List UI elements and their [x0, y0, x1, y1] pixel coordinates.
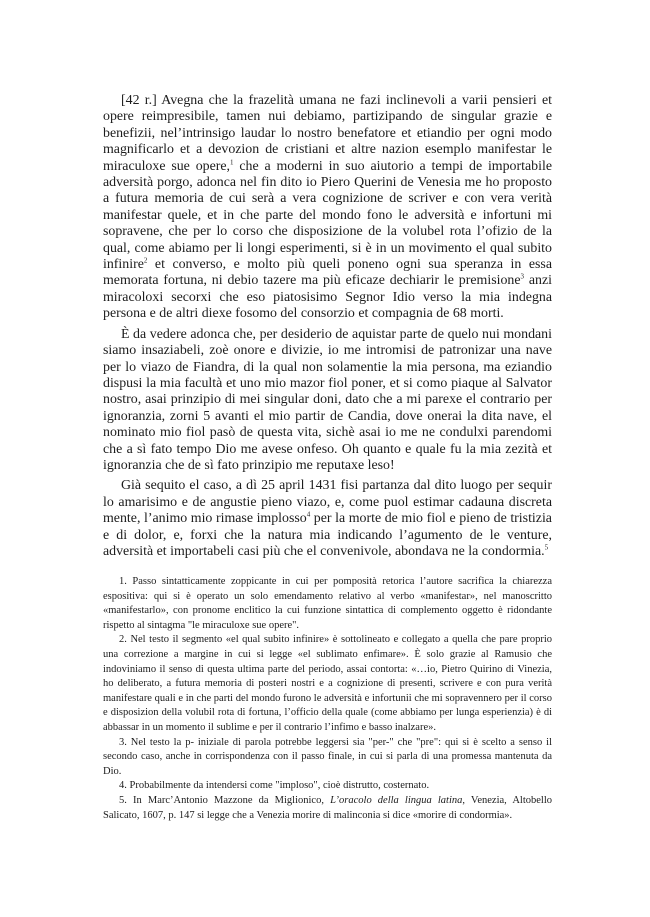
footnote [103, 575, 552, 633]
text-run: 5. In Marc’Antonio Mazzone da Miglionico, [119, 794, 331, 806]
text-run: 4. Probabilmente da intendersi come "imploso", cioè distrutto, costernato. [119, 780, 430, 792]
paragraph [103, 478, 552, 560]
footnote-marker: 2 [143, 256, 148, 265]
footnote-marker: 3 [520, 272, 525, 281]
footnote-marker: 4 [306, 510, 311, 519]
footnote-marker: 5 [544, 543, 549, 552]
text-run: [42 r.] Avegna che la frazelità umana ne fazi inclinevoli a varii pensieri et opere reimpresibile, tamen nui debiamo, partizipando de singular grazie e benefizii, nel’intrinsigo laudar lo nostro benefatore et etiandio per ogni modo magnificarlo et a devozion de cristiani et altre nazion esemplo manifestar le miraculoxe sue opere, [103, 93, 552, 174]
text-run: anzi miracoloxi secorxi che eso piatosisimo Segnor Idio verso la mia indegna persona e de altri diexe fosomo del consorzio et compagnia de 68 morti. [103, 273, 552, 322]
footnotes [103, 575, 552, 823]
footnote [103, 633, 552, 735]
text-run: 1. Passo sintatticamente zoppicante in cui per pomposità retorica l’autore sacrifica la chiarezza espositiva: qui si è operato un solo emendamento relativo al verbo «manifestar», nel manoscritto «manifestarlo», con pronome enclitico la cui funzione sintattica di complemento oggetto è ridondante rispetto al sintagma "le miraculoxe sue opere". [103, 576, 552, 631]
main-text [103, 93, 552, 560]
text-run: , Venezia, Altobello Salicato, 1607, p. 147 si legge che a Venezia morire di malinconia si dice «morire di condormia». [103, 794, 552, 821]
text-run: Già sequito el caso, a dì 25 april 1431 fisi partanza dal dito luogo per sequir lo amarisimo e de angustie pieno viazo, e, come puol estimar cadauna discreta mente, l’animo mio rimase implosso [103, 478, 552, 527]
paragraph [103, 93, 552, 323]
paragraph [103, 327, 552, 475]
footnote [103, 779, 552, 794]
footnote-marker: 1 [230, 158, 234, 166]
text-run: che a moderni in suo aiutorio a tempi de importabile adversità porgo, adonca nel fin dito io Piero Querini de Venesia me ho proposto a futura memoria de cui serà a vera cognizione de scriver e con vera verità manifestar quele, et in che parte del mondo fono le adversità e infortuni mi sopravene, che per lo corso che disposizione de la volubel rota l’ofizio de la qual, come abiamo per li longi esperimenti, si è in un movimento el qual subito infinire [103, 158, 552, 273]
text-run: È da vedere adonca che, per desiderio de aquistar parte de quelo nui mondani siamo insaziabeli, zoè onore e divizie, io me intromisi de patronizar una nave per lo viazo de Fiandra, di la qual non solamentie la mia persona, ma eziandio dispusi la mia facultà et uno mio mazor fiol poner, et si como piaque al Salvator nostro, asai prinzipio di mei singular doni, dato che a mi parexe el contrario per ignoranzia, zorni 5 avanti el mio partir de Candia, dove onerai la dita nave, el nominato mio fiol pasò de questa vita, sichè asai io me ne condulxi parendomi che a sì fato tempo Dio me avese onfeso. Oh quanto e quale fu la mia zezità et ignoranzia che de sì fato prinzipio me reputaxe leso! [103, 326, 552, 473]
footnote [103, 794, 552, 823]
footnote [103, 736, 552, 780]
text-run: per la morte de mio fiol e pieno de tristizia e di dolor, e, forxi che la natura mia indicando l’agumento de le venture, adversità et importabeli casi più che el convenivole, abondava ne la condormia. [103, 511, 552, 559]
text-run: 3. Nel testo la p- iniziale di parola potrebbe leggersi sia "per-" che "pre": qui si è scelto a senso il secondo caso, anche in corrispondenza con il passo finale, in cui si parla di una promessa mantenuta da Dio. [103, 736, 552, 777]
italic-title: L’oracolo della lingua latina [330, 794, 463, 806]
text-run: et converso, e molto più queli poneno ogni sua speranza in essa memorata fortuna, ni debio tazere ma più eficaze dechiarir le premisione [103, 257, 552, 289]
text-run: 2. Nel testo il segmento «el qual subito infinire» è sottolineato e collegato a quella che pare proprio una correzione a margine in cui si legge «el sublimato enfimare». È solo grazie al Ramusio che indoviniamo il senso di questa ultima parte del periodo, assai contorta: «…io, Pietro Quirino di Vinezia, ho deliberato, a futura memoria di posteri nostri e a cognizione di presenti, scrivere e con pura verità manifestare quali e in che parti del mondo furono le adversità e infortunii che mi sopravennero per il corso e disposizion della volubil rota di fortuna, l’officio della quale (come abbiamo per lunga esperienzia) è di abbassar in un momento il sublime e per il contrario l’infimo e basso inalzare». [103, 634, 552, 733]
